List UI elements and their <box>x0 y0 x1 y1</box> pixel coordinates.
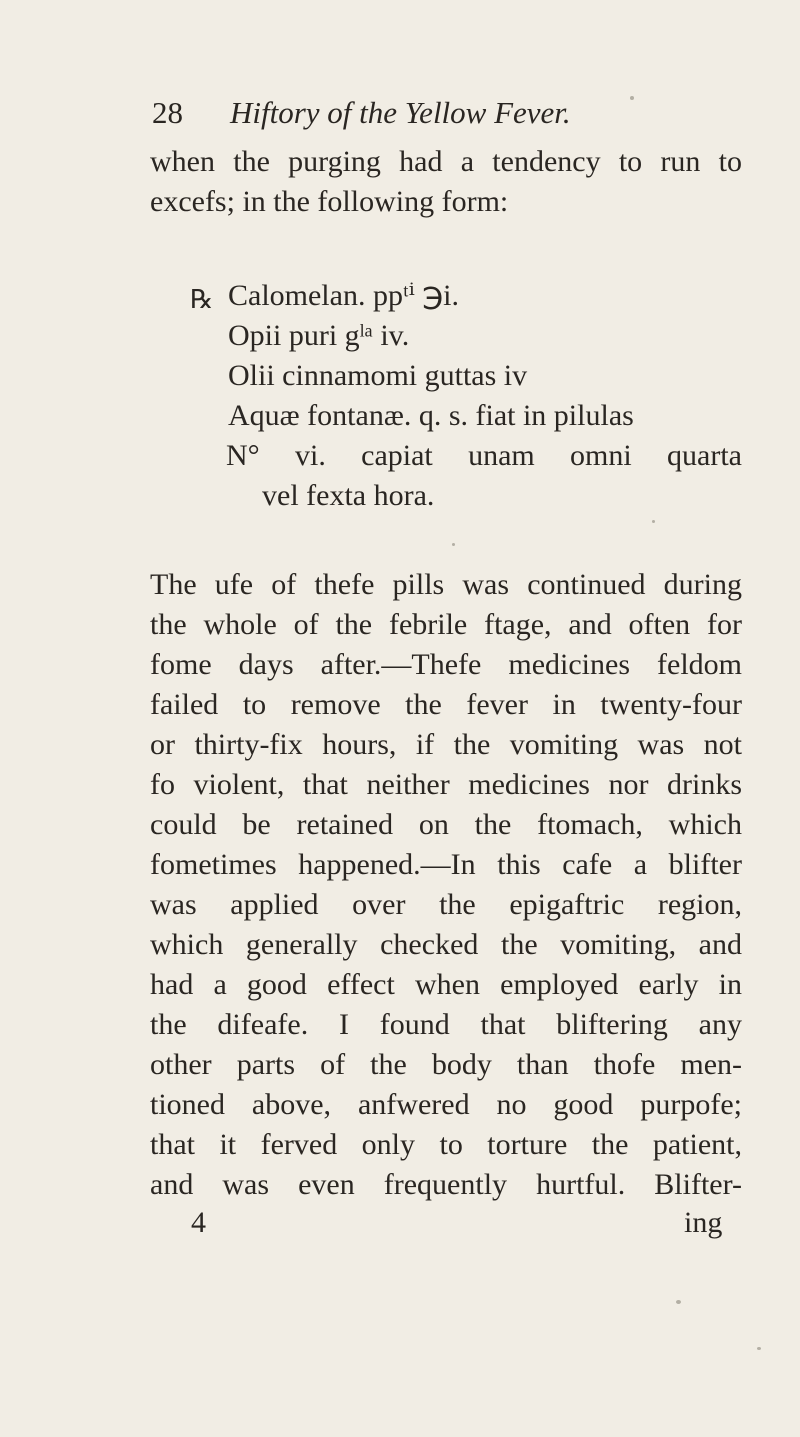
prescription-line: N° vi. capiat unam omni quarta <box>226 439 742 472</box>
text-line: that it ferved only to torture the patient, <box>150 1128 742 1161</box>
text-line: or thirty-fix hours, if the vomiting was not <box>150 728 742 761</box>
text-line: The ufe of thefe pills was continued during <box>150 568 742 601</box>
catchword: ing <box>684 1206 723 1239</box>
text-line: the whole of the febrile ftage, and often for <box>150 608 742 641</box>
paper-speck <box>757 1347 761 1350</box>
text-line: tioned above, anfwered no good purpofe; <box>150 1088 742 1121</box>
paper-speck <box>630 96 634 100</box>
text-line: and was even frequently hurtful. Blifter- <box>150 1168 742 1201</box>
text-line: could be retained on the ftomach, which <box>150 808 742 841</box>
prescription-line: Calomelan. ppᵗⁱ ℈i. <box>228 279 460 312</box>
text-line: had a good effect when employed early in <box>150 968 742 1001</box>
prescription-line: Olii cinnamomi guttas iv <box>228 359 528 392</box>
text-line: fo violent, that neither medicines nor drinks <box>150 768 742 801</box>
page-header <box>152 95 712 145</box>
text-line: when the purging had a tendency to run to <box>150 145 742 178</box>
text-line: which generally checked the vomiting, and <box>150 928 742 961</box>
running-title: Hiftory of the Yellow Fever. <box>230 95 571 130</box>
recipe-symbol: ℞ <box>190 285 214 314</box>
page-number: 28 <box>152 95 183 130</box>
text-line: other parts of the body than thofe men- <box>150 1048 742 1081</box>
text-line: fometimes happened.—In this cafe a blifter <box>150 848 742 881</box>
prescription-line: Aquæ fontanæ. q. s. fiat in pilulas <box>228 399 634 432</box>
prescription-line: vel fexta hora. <box>262 479 435 512</box>
prescription-line: Opii puri gˡᵃ iv. <box>228 319 410 352</box>
text-line: was applied over the epigaftric region, <box>150 888 742 921</box>
paper-speck <box>452 543 455 546</box>
paper-speck <box>652 520 655 523</box>
text-line: failed to remove the fever in twenty-four <box>150 688 742 721</box>
text-line: excefs; in the following form: <box>150 185 509 218</box>
text-line: the difeafe. I found that bliftering any <box>150 1008 742 1041</box>
paper-speck <box>676 1300 681 1304</box>
text-line: fome days after.—Thefe medicines feldom <box>150 648 742 681</box>
signature-mark: 4 <box>191 1206 206 1239</box>
